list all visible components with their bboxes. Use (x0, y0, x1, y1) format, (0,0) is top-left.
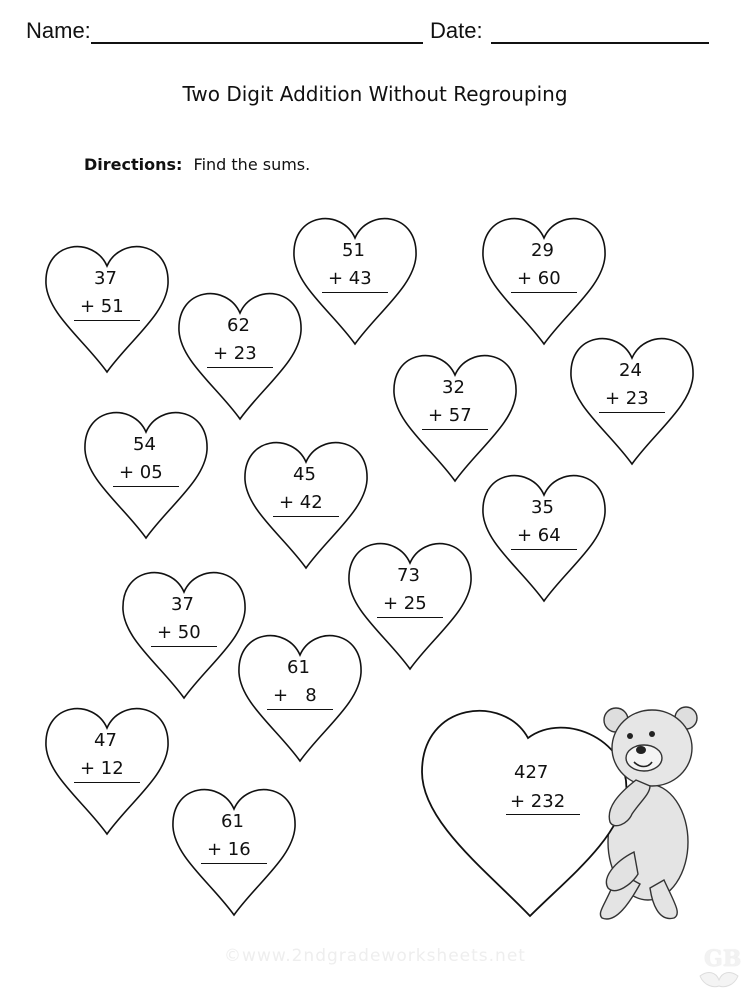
name-line[interactable] (91, 20, 423, 44)
sum-line[interactable] (377, 617, 443, 618)
addend-top: 35 (531, 497, 554, 518)
addend-top: 45 (293, 464, 316, 485)
heart-problem (83, 402, 209, 540)
addend-top: 61 (221, 811, 244, 832)
addend-top: 47 (94, 730, 117, 751)
sum-line[interactable] (511, 292, 577, 293)
heart-problem (121, 562, 247, 700)
addend-bottom: + 12 (80, 758, 124, 779)
sum-line[interactable] (267, 709, 333, 710)
heart-problem (44, 236, 170, 374)
heart-problem (171, 779, 297, 917)
addend-bottom: + 60 (517, 268, 561, 289)
name-label: Name: (26, 18, 91, 43)
gb-logo-text: GB (704, 946, 742, 972)
addend-bottom: + 23 (605, 388, 649, 409)
addend-bottom: + 16 (207, 839, 251, 860)
directions-text: Find the sums. (193, 155, 311, 174)
gb-logo (694, 942, 744, 990)
directions (84, 155, 310, 174)
addend-top: 62 (227, 315, 250, 336)
heart-problem (177, 283, 303, 421)
addend-top: 29 (531, 240, 554, 261)
addend-top: 37 (171, 594, 194, 615)
sum-line[interactable] (273, 516, 339, 517)
name-field[interactable] (26, 18, 423, 44)
sum-line[interactable] (207, 367, 273, 368)
heart-problem (347, 533, 473, 671)
sum-line[interactable] (74, 782, 140, 783)
worksheet-title: Two Digit Addition Without Regrouping (182, 82, 568, 106)
addend-top: 24 (619, 360, 642, 381)
bonus-addend-top: 427 (514, 762, 549, 783)
addend-bottom: + 64 (517, 525, 561, 546)
sum-line[interactable] (113, 486, 179, 487)
sum-line[interactable] (599, 412, 665, 413)
bonus-sum-line[interactable] (506, 814, 580, 815)
sum-line[interactable] (422, 429, 488, 430)
heart-problem (392, 345, 518, 483)
heart-problem (569, 328, 695, 466)
directions-label: Directions: (84, 155, 183, 174)
addend-top: 73 (397, 565, 420, 586)
sum-line[interactable] (151, 646, 217, 647)
bonus-addend-bottom: + 232 (510, 791, 566, 812)
addend-top: 51 (342, 240, 365, 261)
heart-problem (237, 625, 363, 763)
watermark: ©www.2ndgradeworksheets.net (224, 946, 526, 966)
sum-line[interactable] (201, 863, 267, 864)
sum-line[interactable] (511, 549, 577, 550)
date-field[interactable] (430, 18, 709, 44)
heart-problem (481, 208, 607, 346)
addend-bottom: + 50 (157, 622, 201, 643)
addend-bottom: + 42 (279, 492, 323, 513)
addend-bottom: + 57 (428, 405, 472, 426)
addend-bottom: + 23 (213, 343, 257, 364)
sum-line[interactable] (74, 320, 140, 321)
addend-top: 32 (442, 377, 465, 398)
heart-problem (292, 208, 418, 346)
addend-top: 54 (133, 434, 156, 455)
date-label: Date: (430, 18, 483, 43)
heart-problem (44, 698, 170, 836)
addend-bottom: + 43 (328, 268, 372, 289)
addend-bottom: + 05 (119, 462, 163, 483)
addend-bottom: + 25 (383, 593, 427, 614)
sum-line[interactable] (322, 292, 388, 293)
addend-bottom: + 51 (80, 296, 124, 317)
heart-problem (481, 465, 607, 603)
addend-bottom: + 8 (273, 685, 317, 706)
addend-top: 61 (287, 657, 310, 678)
bonus-heart-problem (418, 702, 698, 920)
date-line[interactable] (491, 20, 709, 44)
addend-top: 37 (94, 268, 117, 289)
